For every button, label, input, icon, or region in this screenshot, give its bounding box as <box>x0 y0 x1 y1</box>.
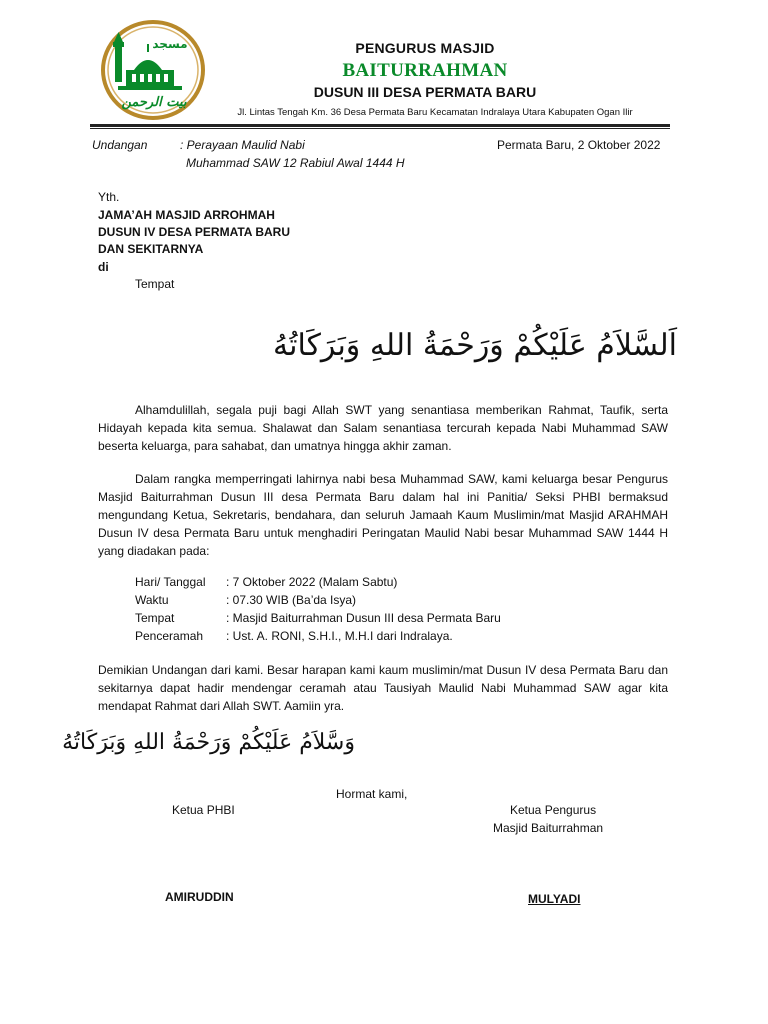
subject-label: Undangan <box>92 138 148 152</box>
detail-label-speaker: Penceramah <box>135 629 204 643</box>
detail-label-date: Hari/ Tanggal <box>135 575 206 589</box>
arabic-greeting: اَلسَّلاَمُ عَلَيْكُمْ وَرَحْمَةُ اللهِ وَبَرَكَاتُهُ <box>273 328 677 363</box>
recipient-yth: Yth. <box>98 190 120 204</box>
org-line3: DUSUN III DESA PERMATA BARU <box>313 84 537 100</box>
detail-value-date: : 7 Oktober 2022 (Malam Sabtu) <box>226 575 398 589</box>
org-address: Jl. Lintas Tengah Km. 36 Desa Permata Baru Kecamatan Indralaya Utara Kabupaten Ogan Ilir <box>237 107 633 118</box>
hormat-kami: Hormat kami, <box>336 787 408 801</box>
recipient-tempat: Tempat <box>135 277 175 291</box>
detail-value-place: : Masjid Baiturrahman Dusun III desa Permata Baru <box>226 611 501 625</box>
detail-value-time: : 07.30 WIB (Ba’da Isya) <box>226 593 357 607</box>
right-signer-name: MULYADI <box>528 892 581 906</box>
logo-text-top: مسجد <box>152 37 188 51</box>
recipient-line1: JAMA’AH MASJID ARROHMAH <box>98 208 275 222</box>
mosque-logo <box>98 18 208 122</box>
subject-line2: Muhammad SAW 12 Rabiul Awal 1444 H <box>186 156 405 170</box>
left-signer-title: Ketua PHBI <box>172 803 235 817</box>
body-paragraph-1: Alhamdulillah, segala puji bagi Allah SWT yang senantiasa memberikan Rahmat, Taufik, serta Hidayah kepada kita semua. Shalawat dan Salam senantiasa tercurah kepada Nabi Muhammad SAW beserta keluarga, para sahabat, dan umatnya hingga akhir zaman. <box>98 403 668 453</box>
subject-line1: : Perayaan Maulid Nabi <box>180 138 305 152</box>
body-paragraph-2: Dalam rangka memperringati lahirnya nabi besa Muhammad SAW, kami keluarga besar Pengurus Masjid Baiturrahman Dusun III desa Permata Baru dalam hal ini Panitia/ Seksi PHBI bermaksud mengundang Ketua, Sekretaris, bendahara, dan seluruh Jamaah Kaum Muslimin/mat Masjid ARAHMAH Dusun IV desa Permata Baru untuk menghadiri Peringatan Maulid Nabi besar Muhammad SAW 1444 H yang diadakan pada: <box>98 472 668 558</box>
letter-date: Permata Baru, 2 Oktober 2022 <box>497 138 661 152</box>
recipient-line3: DAN SEKITARNYA <box>98 242 204 256</box>
header-rule-thin <box>90 128 670 129</box>
arabic-closing: وَسَّلاَمُ عَلَيْكُمْ وَرَحْمَةُ اللهِ وَبَرَكَاتُهُ <box>62 730 355 755</box>
header-rule-thick <box>90 124 670 127</box>
detail-label-place: Tempat <box>135 611 175 625</box>
org-name: BAITURRAHMAN <box>342 60 508 81</box>
detail-value-speaker: : Ust. A. RONI, S.H.I., M.H.I dari Indralaya. <box>226 629 453 643</box>
right-signer-title-1: Ketua Pengurus <box>510 803 597 817</box>
recipient-line2: DUSUN IV DESA PERMATA BARU <box>98 225 291 239</box>
logo-text-bottom: بيت الرحمن <box>121 95 187 110</box>
left-signer-name: AMIRUDDIN <box>165 890 234 904</box>
recipient-di: di <box>98 260 109 274</box>
right-signer-title-2: Masjid Baiturrahman <box>493 821 604 835</box>
body-paragraph-3: Demikian Undangan dari kami. Besar harapan kami kaum muslimin/mat Dusun IV desa Permata Baru dan sekitarnya dapat hadir mendengar ceramah atau Tausiyah Maulid Nabi Muhammad SAW agar kita mendapat Rahmat dari Allah SWT. Aamiin yra. <box>98 663 668 713</box>
detail-label-time: Waktu <box>135 593 169 607</box>
org-line1: PENGURUS MASJID <box>355 40 495 56</box>
